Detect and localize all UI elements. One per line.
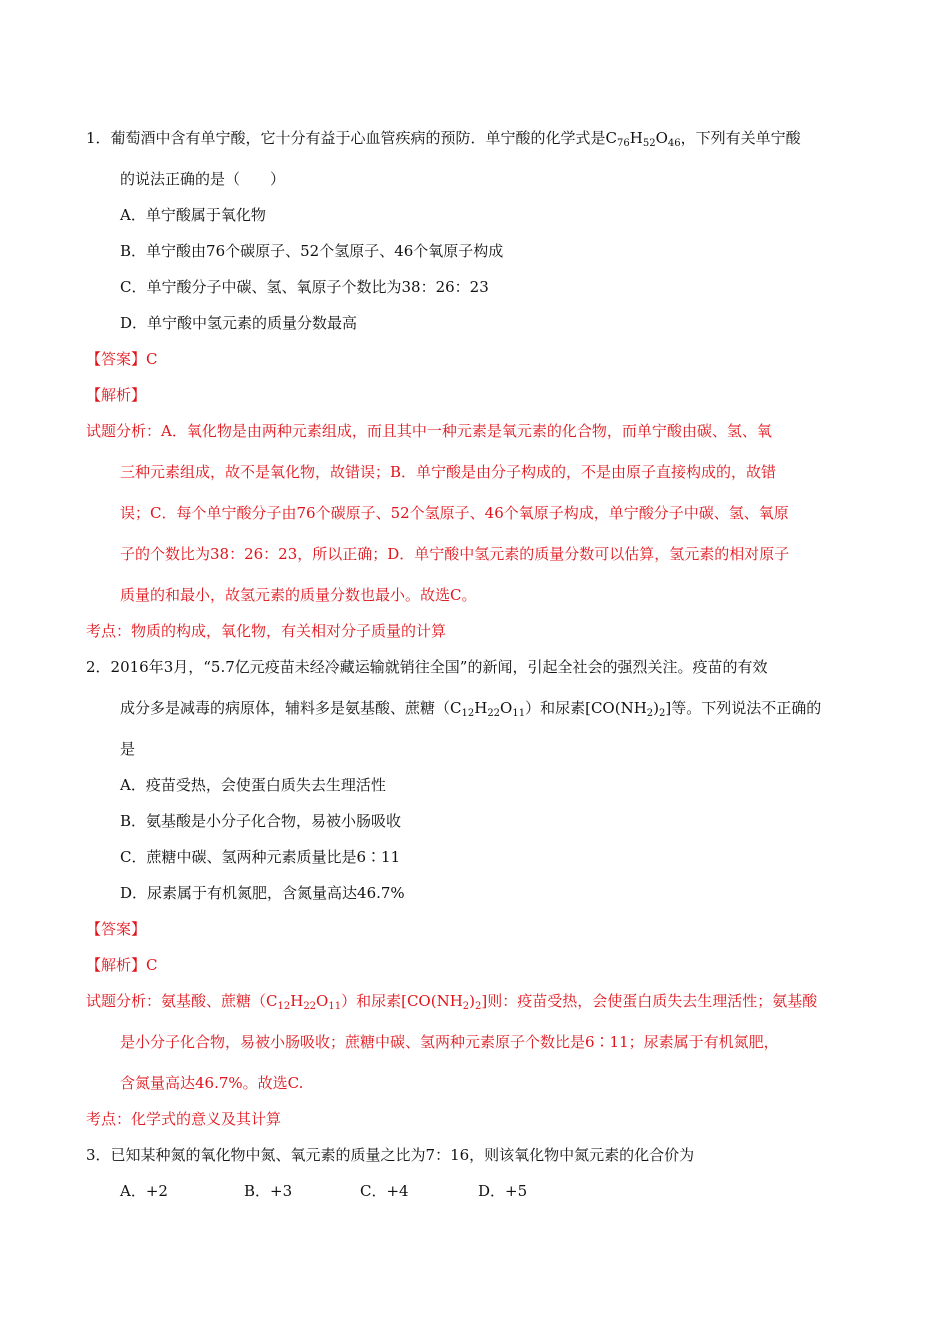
q1-analysis-line3: 误；C．每个单宁酸分子由76个碳原子、52个氢原子、46个氧原子构成，单宁酸分子中碳、氢、氧原 xyxy=(120,504,789,522)
q3-option-d: D．+5 xyxy=(478,1182,528,1200)
q2-analysis-line2: 是小分子化合物，易被小肠吸收；蔗糖中碳、氢两种元素原子个数比是6∶11；尿素属于有机氮肥， xyxy=(120,1033,779,1051)
q3-option-c: C．+4 xyxy=(360,1182,409,1200)
q1-analysis-line1: 试题分析：A．氧化物是由两种元素组成，而且其中一种元素是氧元素的化合物，而单宁酸由碳、氢、氧 xyxy=(86,422,772,440)
q1-option-b: B．单宁酸由76个碳原子、52个氢原子、46个氧原子构成 xyxy=(120,242,504,260)
q2-option-d: D．尿素属于有机氮肥，含氮量高达46.7% xyxy=(120,884,405,902)
q2-option-a: A．疫苗受热，会使蛋白质失去生理活性 xyxy=(120,776,386,794)
q1-stem-line2: 的说法正确的是（ ） xyxy=(120,170,286,188)
q3-option-b: B．+3 xyxy=(244,1182,293,1200)
q2-answer-label: 【答案】 xyxy=(86,920,147,938)
q2-stem-line3: 是 xyxy=(120,740,136,758)
q1-option-a: A．单宁酸属于氧化物 xyxy=(120,206,266,224)
q2-analysis-label: 【解析】C xyxy=(86,956,158,974)
q1-analysis-label: 【解析】 xyxy=(86,386,147,404)
q1-answer: 【答案】C xyxy=(86,350,158,368)
q2-analysis-line3: 含氮量高达46.7%。故选C. xyxy=(120,1074,304,1092)
q1-analysis-line5: 质量的和最小，故氢元素的质量分数也最小。故选C。 xyxy=(120,586,477,604)
q2-analysis-line1: 试题分析：氨基酸、蔗糖$(C_{12}H_{22}O_{11})$和尿素$[CO(NH_2)_2]$则：疫苗受热，会使蛋白质失去生理活性；氨基酸 xyxy=(86,992,818,1012)
q1-option-d: D．单宁酸中氢元素的质量分数最高 xyxy=(120,314,358,332)
q3-stem-line1: 3．已知某种氮的氧化物中氮、氧元素的质量之比为7：16，则该氧化物中氮元素的化合价为 xyxy=(86,1146,695,1164)
q2-option-b: B．氨基酸是小分子化合物，易被小肠吸收 xyxy=(120,812,402,830)
q2-stem-line1: 2．2016年3月，“5.7亿元疫苗未经冷藏运输就销往全国”的新闻，引起全社会的强烈关注。疫苗的有效 xyxy=(86,658,768,676)
q2-key-point: 考点：化学式的意义及其计算 xyxy=(86,1110,282,1128)
q3-option-a: A．+2 xyxy=(120,1182,168,1200)
q1-analysis-line2: 三种元素组成，故不是氧化物，故错误；B．单宁酸是由分子构成的，不是由原子直接构成的，故错 xyxy=(120,463,777,481)
q2-option-c: C．蔗糖中碳、氢两种元素质量比是6∶11 xyxy=(120,848,401,866)
q1-analysis-line4: 子的个数比为38：26：23，所以正确；D．单宁酸中氢元素的质量分数可以估算，氢元素的相对原子 xyxy=(120,545,790,563)
q2-stem-line2: 成分多是减毒的病原体，辅料多是氨基酸、蔗糖$(C_{12}H_{22}O_{11})$和尿素$[CO(NH_2)_2]$等。下列说法不正确的 xyxy=(120,699,822,719)
q1-key-point: 考点：物质的构成，氧化物，有关相对分子质量的计算 xyxy=(86,622,447,640)
q1-option-c: C．单宁酸分子中碳、氢、氧原子个数比为38：26：23 xyxy=(120,278,489,296)
q1-stem-line1: 1．葡萄酒中含有单宁酸，它十分有益于心血管疾病的预防．单宁酸的化学式是$C_{76}H_{52}O_{46}$，下列有关单宁酸 xyxy=(86,129,801,149)
